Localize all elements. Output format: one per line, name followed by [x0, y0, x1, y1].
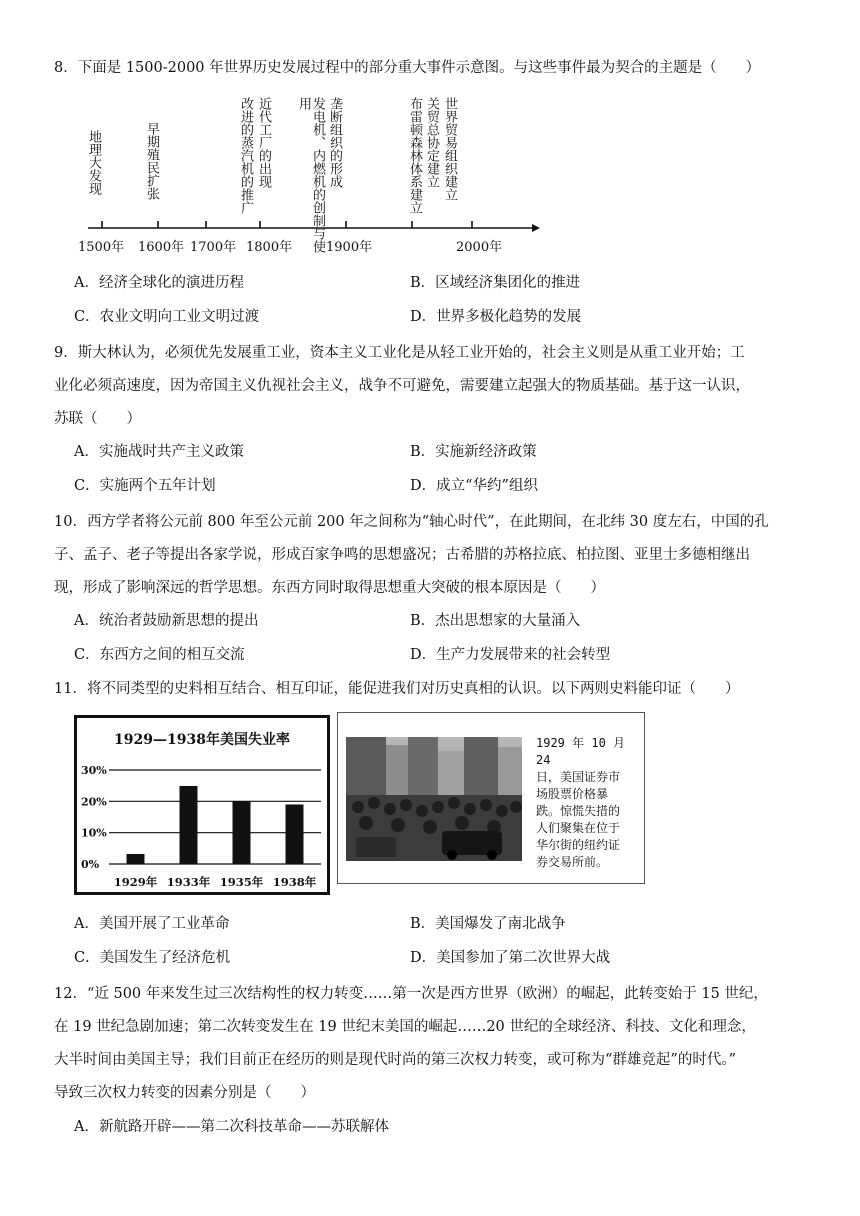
q10-option-b[interactable]: B．杰出思想家的大量涌入 — [410, 613, 581, 629]
q9-option-c[interactable]: C．实施两个五年计划 — [74, 478, 216, 494]
x-tick-label: 1935年 — [219, 875, 264, 889]
timeline-event-9: 世界贸易组织建立 — [442, 97, 457, 201]
q11-option-a[interactable]: A．美国开展了工业革命 — [74, 916, 230, 932]
timeline-event-4: 近代工厂的出现 — [256, 97, 271, 188]
y-tick-label: 0% — [81, 858, 100, 871]
q9-option-d[interactable]: D．成立“华约”组织 — [410, 478, 538, 494]
q9-option-b[interactable]: B．实施新经济政策 — [410, 444, 537, 460]
timeline-year-1900: 1900年 — [326, 240, 373, 255]
y-tick-label: 10% — [81, 826, 107, 840]
bar — [180, 786, 198, 864]
x-tick-label: 1929年 — [113, 875, 158, 889]
photo-caption-line-3: 场股票价格暴 — [536, 787, 609, 801]
q8-option-d[interactable]: D．世界多极化趋势的发展 — [410, 309, 582, 325]
q12-stem-line-1: 12．“近 500 年来发生过三次结构性的权力转变……第一次是西方世界（欧洲）的崛起，此转变始于 15 世纪， — [54, 986, 768, 1002]
timeline-event-6: 垄断组织的形成 — [327, 97, 342, 188]
crowd-photo-image — [346, 737, 522, 861]
bar — [233, 801, 251, 864]
photo-caption-line-7: 券交易所前。 — [536, 855, 609, 869]
bar — [286, 804, 304, 864]
timeline-axis — [70, 218, 550, 238]
q10-option-a[interactable]: A．统治者鼓励新思想的提出 — [74, 613, 259, 629]
unemployment-chart — [74, 715, 330, 895]
q9-option-a[interactable]: A．实施战时共产主义政策 — [74, 444, 244, 460]
y-tick-label: 20% — [81, 795, 107, 809]
q11-stem: 11．将不同类型的史料相互结合、相互印证，能促进我们对历史真相的认识。以下两则史料能印证（ ） — [54, 681, 740, 697]
bar — [127, 854, 145, 864]
q10-option-d[interactable]: D．生产力发展带来的社会转型 — [410, 647, 611, 663]
photo-caption-line-1: 1929 年 10 月 24 — [536, 736, 626, 767]
q9-stem-line-1: 9．斯大林认为，必须优先发展重工业，资本主义工业化是从轻工业开始的，社会主义则是从重工业开始；工 — [54, 345, 745, 361]
timeline-event-7: 布雷顿森林体系建立 — [407, 97, 422, 214]
q12-stem-line-3: 大半时间由美国主导；我们目前正在经历的则是现代时尚的第三次权力转变，或可称为“群雄竞起”的时代。” — [54, 1052, 736, 1068]
timeline-event-1: 地理大发现 — [86, 130, 101, 195]
y-tick-label: 30% — [81, 764, 107, 777]
q8-timeline-diagram — [70, 92, 550, 262]
photo-caption-line-6: 华尔街的纽约证 — [536, 838, 621, 852]
photo-caption-line-4: 跌。惊慌失措的 — [536, 804, 621, 818]
timeline-event-5: 发电机、内燃机的创制与使用 — [296, 97, 325, 253]
timeline-year-2000: 2000年 — [456, 240, 503, 255]
q11-option-b[interactable]: B．美国爆发了南北战争 — [410, 916, 566, 932]
photo-caption-line-2: 日，美国证券市 — [536, 770, 621, 784]
q12-stem-line-4: 导致三次权力转变的因素分别是（ ） — [54, 1085, 315, 1101]
q11-option-d[interactable]: D．美国参加了第二次世界大战 — [410, 950, 611, 966]
q10-stem-line-1: 10．西方学者将公元前 800 年至公元前 200 年之间称为“轴心时代”，在此期间，在北纬 30 度左右，中国的孔 — [54, 514, 769, 530]
timeline-year-1800: 1800年 — [246, 240, 293, 255]
timeline-year-1700: 1700年 — [190, 240, 237, 255]
x-tick-label: 1933年 — [166, 875, 211, 889]
timeline-year-1600: 1600年 — [138, 240, 185, 255]
q11-option-c[interactable]: C．美国发生了经济危机 — [74, 950, 231, 966]
q12-option-a[interactable]: A．新航路开辟——第二次科技革命——苏联解体 — [74, 1119, 389, 1135]
historical-photo-panel — [337, 712, 645, 884]
q8-option-c[interactable]: C．农业文明向工业文明过渡 — [74, 309, 260, 325]
q12-stem-line-2: 在 19 世纪急剧加速；第二次转变发生在 19 世纪末美国的崛起……20 世纪的全球经济、科技、文化和理念， — [54, 1019, 756, 1035]
timeline-event-8: 关贸总协定建立 — [424, 97, 439, 188]
timeline-event-3: 改进的蒸汽机的推广 — [238, 97, 253, 214]
q10-stem-line-3: 现，形成了影响深远的哲学思想。东西方同时取得思想重大突破的根本原因是（ ） — [54, 580, 605, 596]
photo-caption — [536, 735, 644, 871]
q9-stem-line-3: 苏联（ ） — [54, 411, 141, 427]
timeline-event-2: 早期殖民扩张 — [144, 122, 159, 200]
photo-caption-line-5: 人们聚集在位于 — [536, 821, 621, 835]
unemployment-bar-chart — [77, 718, 327, 892]
q10-option-c[interactable]: C．东西方之间的相互交流 — [74, 647, 245, 663]
q8-option-a[interactable]: A．经济全球化的演进历程 — [74, 275, 244, 291]
timeline-year-1500: 1500年 — [78, 240, 125, 255]
q8-option-b[interactable]: B．区域经济集团化的推进 — [410, 275, 581, 291]
q9-stem-line-2: 业化必须高速度，因为帝国主义仇视社会主义，战争不可避免，需要建立起强大的物质基础。基于这一认识， — [54, 378, 750, 394]
chart-title: 1929—1938年美国失业率 — [114, 732, 290, 748]
x-tick-label: 1938年 — [272, 875, 317, 889]
q8-stem: 8．下面是 1500-2000 年世界历史发展过程中的部分重大事件示意图。与这些事件最为契合的主题是（ ） — [54, 60, 761, 76]
q10-stem-line-2: 子、孟子、老子等提出各家学说，形成百家争鸣的思想盛况；古希腊的苏格拉底、柏拉图、亚里士多德相继出 — [54, 547, 750, 563]
